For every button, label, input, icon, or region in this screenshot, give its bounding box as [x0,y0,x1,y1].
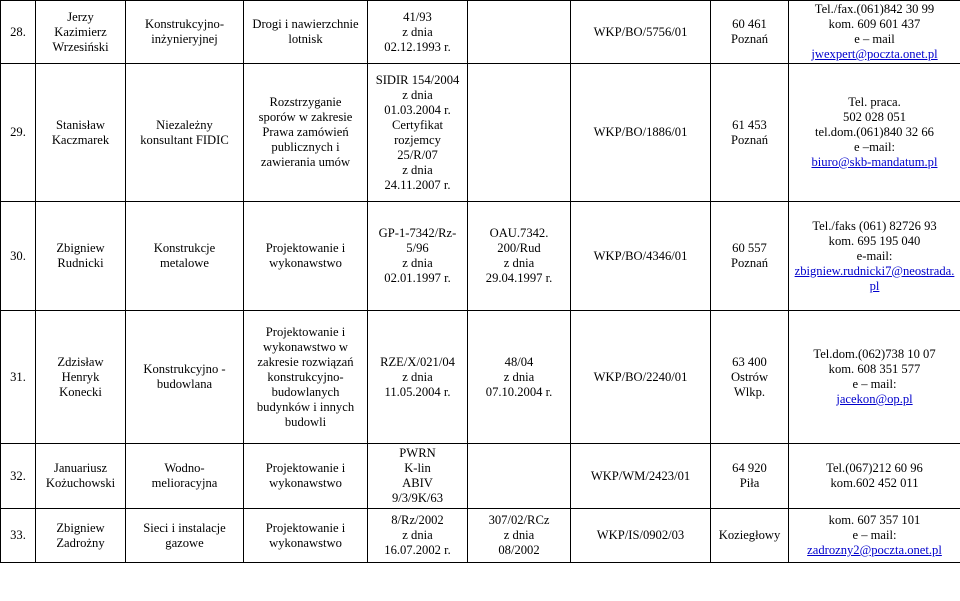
decision-1-line: PWRN [399,446,436,460]
decision-2-line: OAU.7342. [489,226,549,240]
row-number-text: 33. [10,528,26,542]
cell-person-name [36,509,126,563]
decision-1-line: z dnia [402,369,433,384]
person-name-line: Zbigniew [56,241,105,255]
scope-line: publicznych i [271,140,340,154]
cell-scope [244,1,368,64]
address-line: 64 920 [732,461,767,475]
cell-person-name [36,202,126,311]
row-number-text: 32. [10,468,26,483]
person-name-line: Jerzy [67,9,94,24]
decision-1-line: z dnia [402,87,433,102]
contact-line: kom. 695 195 040 [828,233,921,248]
address-line: Poznań [730,32,769,46]
cell-address [711,202,789,311]
register-number-line: WKP/WM/2423/01 [590,468,691,483]
decision-1-line: 8/Rz/2002 [391,513,444,527]
cell-decision-2 [468,202,571,311]
register-number-line: WKP/BO/1886/01 [593,125,688,139]
contact-line: Tel. praca. [848,95,901,109]
cell-decision-2 [468,1,571,64]
cell-decision-2 [468,311,571,444]
scope-line: konstrukcyjno- [267,369,344,384]
decision-2-line: z dnia [503,369,535,384]
cell-specialty [126,311,244,444]
address-line: 60 557 [732,241,767,255]
scope-line: Projektowanie i [265,241,346,255]
contact-line: Tel.dom.(062)738 10 07 [813,347,936,361]
contact-line: kom. 609 601 437 [828,17,921,31]
scope-line: Projektowanie i [265,520,346,535]
decision-1-line: 41/93 [403,9,432,24]
table-row [1,202,960,311]
decision-1-line: 25/R/07 [397,147,438,162]
contact-line: Tel./fax.(061)842 30 99 [814,2,935,16]
cell-scope [244,509,368,563]
cell-decision-1 [368,202,468,311]
cell-address [711,1,789,64]
table-row [1,509,960,563]
person-name-line: Rudnicki [57,256,104,270]
decision-1-line: RZE/X/021/04 [380,354,455,369]
person-name-line: Januariusz [53,461,108,475]
specialty-line: Konstrukcyjno - [143,362,226,376]
specialty-line: melioracyjna [151,476,218,490]
decision-1-line: z dnia [402,528,433,542]
decision-1-line: 24.11.2007 r. [384,177,451,192]
decision-2-line: z dnia [503,528,535,542]
cell-contact [789,64,960,202]
decision-2-line: 48/04 [504,354,534,369]
email-link[interactable]: jwexpert@poczta.onet.pl [811,47,938,61]
cell-person-name [36,444,126,509]
cell-decision-1 [368,1,468,64]
decision-1-line: 5/96 [406,241,429,255]
cell-contact [789,444,960,509]
decision-1-line: Certyfikat [391,117,444,132]
scope-line: Drogi i nawierzchnie [252,17,359,31]
decision-1-line: K-lin [404,461,431,475]
row-number-text: 28. [10,24,26,39]
email-link[interactable]: biuro@skb-mandatum.pl [811,155,938,169]
scope-line: zawierania umów [260,155,351,169]
decision-1-line: 11.05.2004 r. [384,384,451,399]
scope-line: sporów w zakresie [258,110,353,124]
address-line: Wlkp. [733,384,766,399]
contact-line: 502 028 051 [843,110,906,124]
contact-line: kom. 607 357 101 [828,513,921,527]
person-name-line: Kazimierz [54,24,107,39]
cell-row-number [1,509,36,563]
cell-register-number [571,444,711,509]
cell-register-number [571,64,711,202]
decision-2-line: 08/2002 [498,543,540,557]
scope-line: wykonawstwo [269,476,342,490]
specialty-line: Wodno- [164,461,205,475]
cell-scope [244,202,368,311]
cell-person-name [36,311,126,444]
cell-specialty [126,1,244,64]
person-name-line: Henryk [61,369,100,384]
email-link[interactable]: jacekon@op.pl [836,392,913,406]
address-line: 61 453 [732,117,767,132]
cell-specialty [126,444,244,509]
person-name-line: Zadrożny [56,535,105,550]
scope-line: wykonawstwo w [262,339,348,354]
contact-line: Tel./faks (061) 82726 93 [812,218,937,233]
scope-line: wykonawstwo [269,256,342,270]
contact-line: Tel.(067)212 60 96 [826,461,923,475]
address-line: Ostrów [730,369,769,384]
scope-line: budowli [284,414,327,429]
contact-line: kom.602 452 011 [830,476,919,490]
decision-1-line: 9/3/9K/63 [391,491,444,505]
cell-decision-2 [468,509,571,563]
cell-decision-1 [368,64,468,202]
row-number-text: 30. [10,248,26,263]
cell-contact [789,311,960,444]
register-number-line: WKP/BO/4346/01 [593,248,688,263]
row-number-text: 31. [10,369,26,384]
register-number-line: WKP/BO/5756/01 [593,24,688,39]
cell-contact [789,202,960,311]
person-name-line: Kaczmarek [51,132,110,147]
cell-person-name [36,64,126,202]
address-line: 63 400 [732,354,767,369]
email-link[interactable]: zbigniew.rudnicki7@neostrada. [794,263,955,278]
address-line: 60 461 [732,17,767,31]
email-link[interactable]: zadrozny2@poczta.onet.pl [807,543,942,557]
decision-1-line: z dnia [402,24,433,39]
contact-line: e – mail: [852,528,897,542]
cell-decision-2 [468,444,571,509]
cell-row-number [1,202,36,311]
row-number-text: 29. [10,125,26,139]
specialty-line: konsultant FIDIC [140,132,229,147]
cell-specialty [126,202,244,311]
cell-row-number [1,1,36,64]
decision-1-line: GP-1-7342/Rz- [378,226,457,240]
cell-decision-1 [368,311,468,444]
cell-register-number [571,202,711,311]
decision-1-line: z dnia [402,162,433,177]
address-line: Poznań [730,256,769,270]
cell-decision-2 [468,64,571,202]
email-link[interactable]: pl [869,278,880,293]
cell-address [711,64,789,202]
contact-line: e – mail [854,32,895,46]
table-row [1,1,960,64]
cell-register-number [571,509,711,563]
register-number-line: WKP/BO/2240/01 [593,369,688,384]
scope-line: budowlanych [271,384,340,399]
decision-2-line: 29.04.1997 r. [485,271,553,285]
specialty-line: Konstrukcje [153,241,216,255]
person-name-line: Stanisław [56,117,105,132]
contact-line: e – mail: [852,377,897,391]
scope-line: wykonawstwo [269,535,342,550]
cell-row-number [1,444,36,509]
address-line: Koziegłowy [718,528,781,542]
specialty-line: Sieci i instalacje [143,520,226,535]
person-name-line: Konecki [59,384,102,399]
person-name-line: Wrzesiński [52,39,109,54]
address-line: Poznań [730,132,769,147]
person-name-line: Zbigniew [56,520,105,535]
decision-1-line: 16.07.2002 r. [384,543,451,557]
cell-address [711,311,789,444]
table-row [1,311,960,444]
cell-register-number [571,311,711,444]
scope-line: lotnisk [288,32,323,46]
cell-address [711,509,789,563]
cell-register-number [571,1,711,64]
specialty-line: Konstrukcyjno- [144,17,225,31]
table-row [1,444,960,509]
scope-line: Projektowanie i [265,324,346,339]
decision-1-line: 02.01.1997 r. [384,271,451,285]
contact-line: e –mail: [854,140,895,154]
decision-1-line: 02.12.1993 r. [384,39,451,54]
contact-line: e-mail: [856,248,893,263]
contact-line: tel.dom.(061)840 32 66 [815,125,934,139]
cell-specialty [126,509,244,563]
specialty-line: gazowe [165,535,204,550]
specialty-line: budowlana [156,377,213,391]
decision-1-line: ABIV [402,476,433,490]
cell-row-number [1,311,36,444]
decision-1-line: z dnia [402,256,433,270]
address-line: Piła [739,476,760,490]
scope-line: Projektowanie i [265,461,346,475]
scope-line: budynków i innych [256,399,355,414]
scope-line: Rozstrzyganie [269,95,342,109]
decision-1-line: SIDIR 154/2004 [375,72,460,87]
cell-decision-1 [368,444,468,509]
person-name-line: Zdzisław [57,354,104,369]
cell-specialty [126,64,244,202]
cell-decision-1 [368,509,468,563]
decision-2-line: 307/02/RCz [488,513,550,527]
decision-1-line: 01.03.2004 r. [384,102,451,117]
specialty-line: metalowe [160,256,209,270]
cell-row-number [1,64,36,202]
decision-1-line: rozjemcy [394,132,441,147]
specialty-line: inżynieryjnej [151,32,218,46]
person-name-line: Kożuchowski [45,476,116,490]
cell-scope [244,64,368,202]
cell-person-name [36,1,126,64]
cell-scope [244,444,368,509]
register-number-line: WKP/IS/0902/03 [596,528,685,542]
decision-2-line: z dnia [503,256,535,270]
cell-scope [244,311,368,444]
cell-address [711,444,789,509]
scope-line: zakresie rozwiązań [257,354,354,369]
cell-contact [789,509,960,563]
specialty-line: Niezależny [156,117,213,132]
decision-2-line: 07.10.2004 r. [485,384,553,399]
contact-line: kom. 608 351 577 [828,362,921,376]
scope-line: Prawa zamówień [262,125,349,139]
decision-2-line: 200/Rud [497,241,541,255]
cell-contact [789,1,960,64]
table-row [1,64,960,202]
